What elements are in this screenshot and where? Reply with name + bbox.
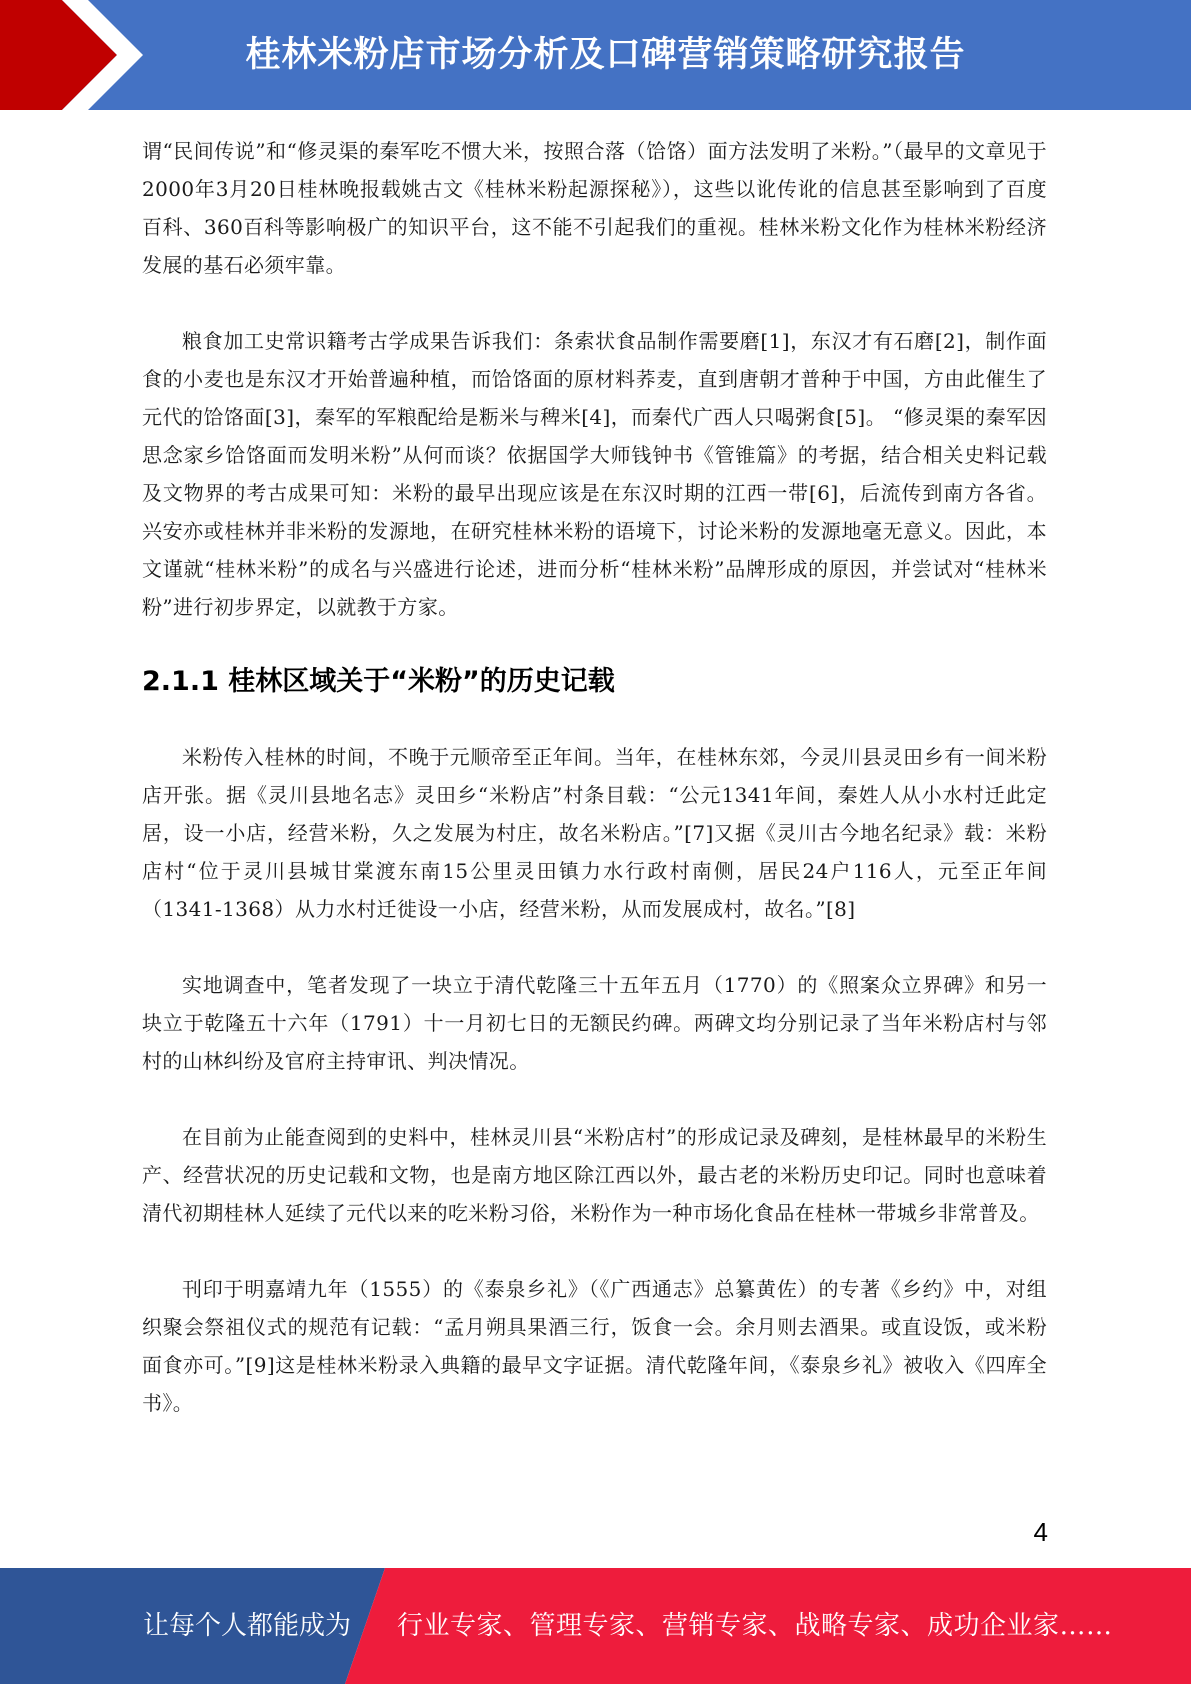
paragraph-1: 谓“民间传说”和“修灵渠的秦军吃不惯大米，按照合落（饸饹）面方法发明了米粉。”（最早的文章见于2000年3月20日桂林晚报载姚古文《桂林米粉起源探秘》），这些以讹传讹的信息甚至影响到了百度百科、360百科等影响极广的知识平台，这不能不引起我们的重视。桂林米粉文化作为桂林米粉经济发展的基石必须牢靠。 — [142, 139, 1047, 277]
section-heading: 2.1.1 桂林区域关于“米粉”的历史记载 — [142, 666, 615, 697]
paragraph-3: 米粉传入桂林的时间，不晚于元顺帝至正年间。当年，在桂林东郊，今灵川县灵田乡有一间米粉店开张。据《灵川县地名志》灵田乡“米粉店”村条目载：“公元1341年间，秦姓人从小水村迁此定居，设一小店，经营米粉，久之发展为村庄，故名米粉店。”[7]又据《灵川古今地名纪录》载：米粉店村“位于灵川县城甘棠渡东南15公里灵田镇力水行政村南侧，居民24户116人，元至正年间（1341-1368）从力水村迁徙设一小店，经营米粉，从而发展成村，故名。”[8] — [142, 745, 1047, 921]
paragraph-2: 粮食加工史常识籍考古学成果告诉我们：条索状食品制作需要磨[1]，东汉才有石磨[2]，制作面食的小麦也是东汉才开始普遍种植，而饸饹面的原材料荞麦，直到唐朝才普种于中国，方由此催生了元代的饸饹面[3]，秦军的军粮配给是粝米与稗米[4]，而秦代广西人只喝粥食[5]。 “修灵渠的秦军因思念家乡饸饹面而发明米粉”从何而谈？依据国学大师钱钟书《管锥篇》的考据，结合相关史料记载及文物界的考古成果可知：米粉的最早出现应该是在东汉时期的江西一带[6]，后流传到南方各省。兴安亦或桂林并非米粉的发源地，在研究桂林米粉的语境下，讨论米粉的发源地毫无意义。因此，本文谨就“桂林米粉”的成名与兴盛进行论述，进而分析“桂林米粉”品牌形成的原因，并尝试对“桂林米粉”进行初步界定，以就教于方家。 — [142, 329, 1047, 619]
paragraph-4: 实地调查中，笔者发现了一块立于清代乾隆三十五年五月（1770）的《照案众立界碑》和另一块立于乾隆五十六年（1791）十一月初七日的无额民约碑。两碑文均分别记录了当年米粉店村与邻村的山林纠纷及官府主持审讯、判决情况。 — [142, 973, 1047, 1073]
footer-slogan-left: 让每个人都能成为 — [143, 1611, 352, 1641]
main-content — [142, 132, 1047, 1422]
footer-banner — [0, 1568, 1191, 1684]
page-number: 4 — [1033, 1517, 1048, 1547]
header-banner — [0, 0, 1191, 110]
header-title: 桂林米粉店市场分析及口碑营销策略研究报告 — [245, 35, 966, 75]
paragraph-6: 刊印于明嘉靖九年（1555）的《泰泉乡礼》（《广西通志》总纂黄佐）的专著《乡约》中，对组织聚会祭祖仪式的规范有记载：“孟月朔具果酒三行，饭食一会。余月则去酒果。或直设饭，或米粉面食亦可。”[9]这是桂林米粉录入典籍的最早文字证据。清代乾隆年间，《泰泉乡礼》被收入《四库全书》。 — [142, 1277, 1047, 1415]
paragraph-5: 在目前为止能查阅到的史料中，桂林灵川县“米粉店村”的形成记录及碑刻，是桂林最早的米粉生产、经营状况的历史记载和文物，也是南方地区除江西以外，最古老的米粉历史印记。同时也意味着清代初期桂林人延续了元代以来的吃米粉习俗，米粉作为一种市场化食品在桂林一带城乡非常普及。 — [142, 1125, 1047, 1225]
footer-slogan-right: 行业专家、管理专家、营销专家、战略专家、成功企业家…… — [397, 1611, 1113, 1641]
